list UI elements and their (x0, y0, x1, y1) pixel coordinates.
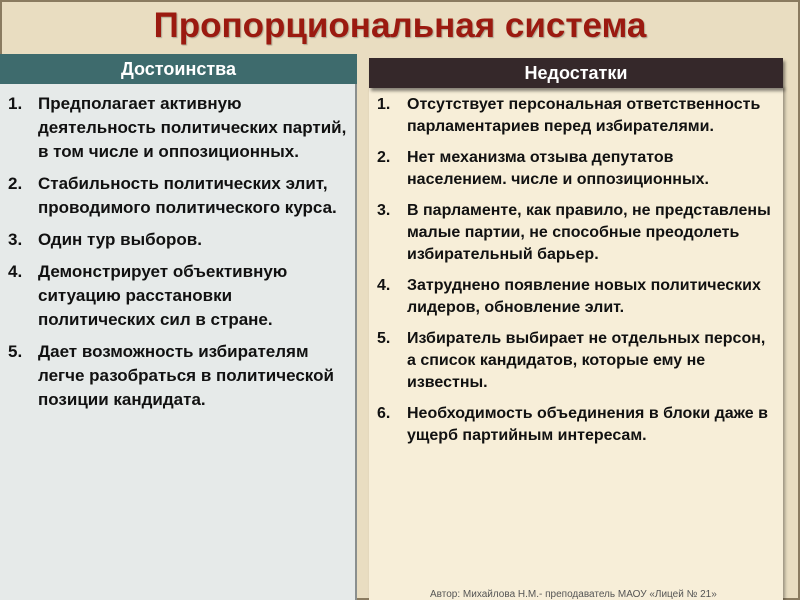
item-text: В парламенте, как правило, не представлены малые партии, не способные преодолеть избирательный барьер. (407, 202, 771, 263)
item-text: Демонстрирует объективную ситуацию расстановки политических сил в стране. (38, 262, 288, 329)
item-number: 2. (377, 149, 391, 166)
item-number: 1. (377, 96, 391, 113)
advantage-item (8, 172, 351, 220)
advantage-item (8, 340, 351, 412)
disadvantage-item (377, 275, 777, 319)
slide-title: Пропорциональная система (153, 6, 647, 45)
disadvantages-heading: Недостатки (369, 58, 783, 88)
item-text: Стабильность политических элит, проводимого политического курса. (38, 174, 337, 217)
item-text: Нет механизма отзыва депутатов населением. числе и оппозиционных. (407, 149, 709, 188)
advantage-item (8, 92, 351, 164)
disadvantage-item (377, 94, 777, 138)
advantage-item (8, 228, 351, 252)
item-number: 6. (377, 405, 391, 422)
item-number: 3. (377, 202, 391, 219)
disadvantages-list (377, 94, 777, 456)
item-number: 2. (8, 174, 23, 193)
advantages-heading: Достоинства (0, 54, 357, 84)
item-text: Предполагает активную деятельность политических партий, в том числе и оппозиционных. (38, 94, 347, 161)
item-text: Дает возможность избирателям легче разобраться в политической позиции кандидата. (38, 342, 334, 409)
disadvantage-item (377, 200, 777, 266)
item-text: Необходимость объединения в блоки даже в ущерб партийным интересам. (407, 405, 768, 444)
item-number: 4. (8, 262, 23, 281)
item-text: Избиратель выбирает не отдельных персон, а список кандидатов, которые ему не известны. (407, 330, 766, 391)
disadvantage-item (377, 403, 777, 447)
item-number: 1. (8, 94, 23, 113)
item-number: 3. (8, 230, 23, 249)
disadvantage-item (377, 147, 777, 191)
advantages-list (8, 92, 351, 420)
advantage-item (8, 260, 351, 332)
item-text: Затруднено появление новых политических лидеров, обновление элит. (407, 277, 761, 316)
item-text: Один тур выборов. (38, 230, 202, 249)
author-credit: Автор: Михайлова Н.М.- преподаватель МАОУ «Лицей № 21» (430, 589, 717, 600)
item-number: 5. (8, 342, 23, 361)
disadvantage-item (377, 328, 777, 394)
item-text: Отсутствует персональная ответственность парламентариев перед избирателями. (407, 96, 761, 135)
item-number: 5. (377, 330, 391, 347)
item-number: 4. (377, 277, 391, 294)
